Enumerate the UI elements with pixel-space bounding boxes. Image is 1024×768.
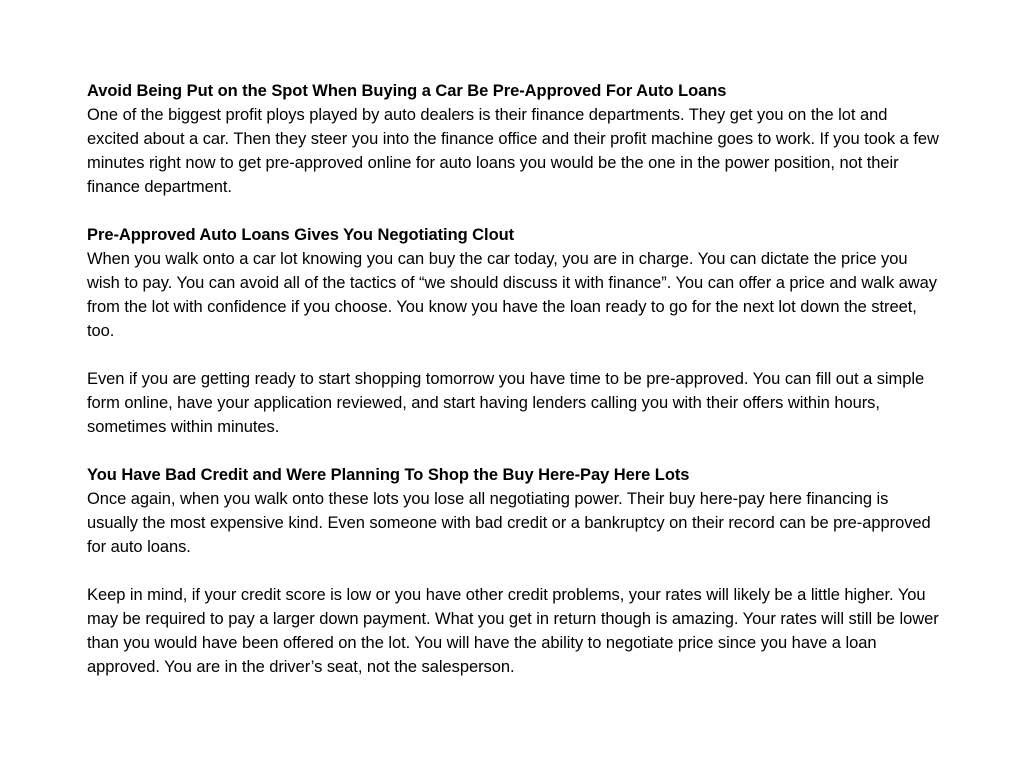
paragraph-gap (87, 439, 939, 463)
section-negotiating-clout (87, 223, 939, 343)
section-paragraph: Even if you are getting ready to start shopping tomorrow you have time to be pre-approved. You can fill out a simple form online, have your application reviewed, and start having lenders calling you with their offers within hours, sometimes within minutes. (87, 370, 925, 436)
section-paragraph: Keep in mind, if your credit score is low or you have other credit problems, your rates will likely be a little higher. You may be required to pay a larger down payment. What you get in return though is amazing. Your rates will still be lower than you would have been offered on the lot. You will have the ability to negotiate price since you have a loan approved. You are in the driver’s seat, not the salesperson. (87, 586, 939, 676)
section-heading: You Have Bad Credit and Were Planning To Shop the Buy Here-Pay Here Lots (87, 466, 690, 484)
section-heading: Pre-Approved Auto Loans Gives You Negotiating Clout (87, 226, 515, 244)
section-shopping-tomorrow (87, 367, 939, 439)
section-heading: Avoid Being Put on the Spot When Buying a Car Be Pre-Approved For Auto Loans (87, 82, 727, 100)
section-paragraph: When you walk onto a car lot knowing you can buy the car today, you are in charge. You can dictate the price you wish to pay. You can avoid all of the tactics of “we should discuss it with finance”. You can offer a price and walk away from the lot with confidence if you choose. You know you have the loan ready to go for the next lot down the street, too. (87, 250, 937, 340)
section-avoid-being-put-on-spot (87, 79, 939, 199)
paragraph-gap (87, 343, 939, 367)
section-bad-credit (87, 463, 939, 559)
document-body (87, 79, 939, 679)
section-paragraph: One of the biggest profit ploys played by auto dealers is their finance departments. They get you on the lot and excited about a car. Then they steer you into the finance office and their profit machine goes to work. If you took a few minutes right now to get pre-approved online for auto loans you would be the one in the power position, not their finance department. (87, 106, 939, 196)
paragraph-gap (87, 559, 939, 583)
paragraph-gap (87, 199, 939, 223)
section-paragraph: Once again, when you walk onto these lots you lose all negotiating power. Their buy here-pay here financing is usually the most expensive kind. Even someone with bad credit or a bankruptcy on their record can be pre-approved for auto loans. (87, 490, 931, 556)
section-keep-in-mind (87, 583, 939, 679)
